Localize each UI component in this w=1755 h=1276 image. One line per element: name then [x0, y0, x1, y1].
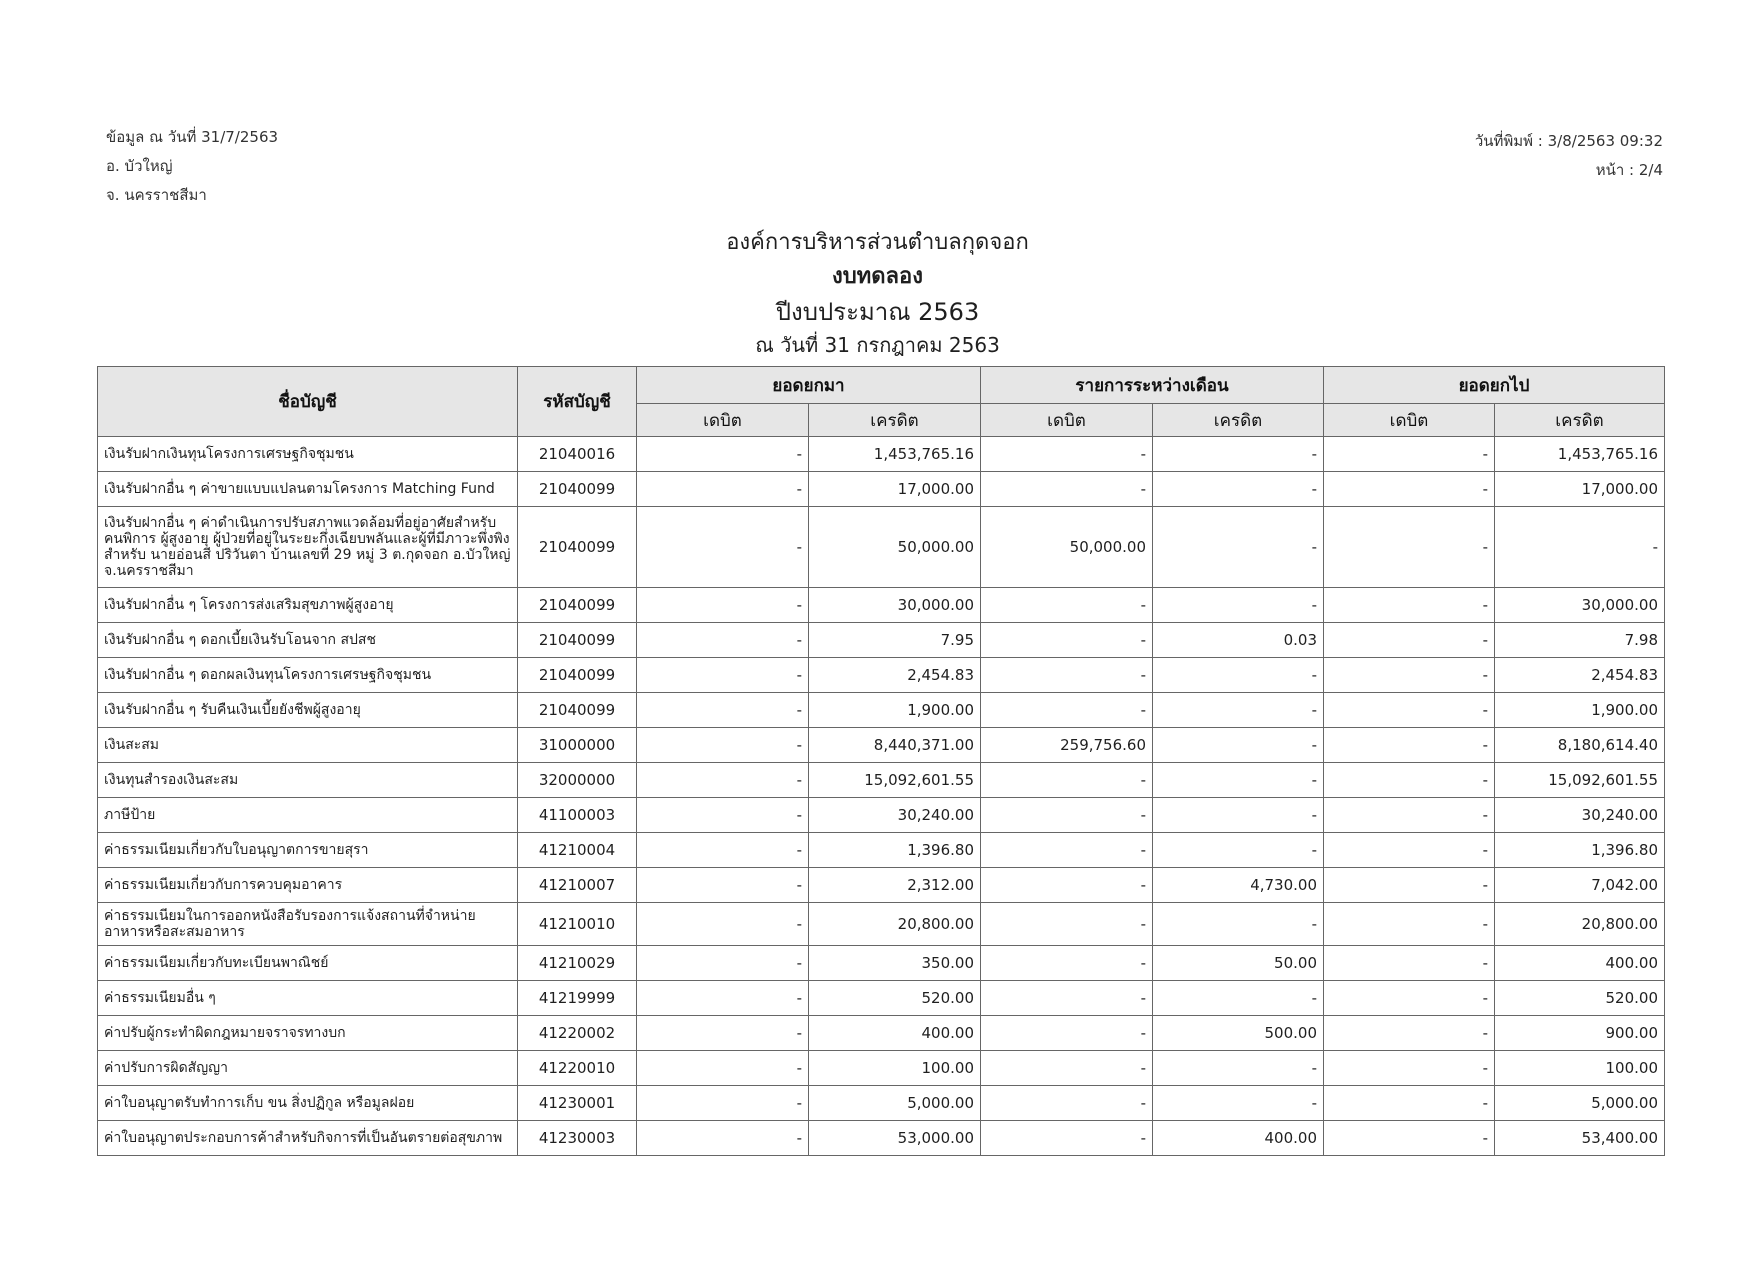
account-name: เงินรับฝากอื่น ๆ โครงการส่งเสริมสุขภาพผู้สูงอายุ: [98, 588, 518, 623]
brought-credit-cell: 7.95: [809, 623, 981, 658]
month-credit-cell: -: [1153, 903, 1324, 946]
header-debit: เดบิต: [637, 404, 809, 437]
month-debit-cell: -: [981, 1051, 1153, 1086]
month-debit-cell: -: [981, 833, 1153, 868]
month-debit-cell: -: [981, 903, 1153, 946]
brought-debit-cell: -: [637, 1121, 809, 1156]
month-credit-cell: -: [1153, 693, 1324, 728]
carried-debit-cell: -: [1324, 507, 1495, 588]
month-debit-cell: -: [981, 472, 1153, 507]
carried-credit-cell: 17,000.00: [1495, 472, 1665, 507]
carried-credit-cell: 7.98: [1495, 623, 1665, 658]
carried-credit-cell: 8,180,614.40: [1495, 728, 1665, 763]
month-debit-cell: -: [981, 868, 1153, 903]
brought-debit-cell: -: [637, 903, 809, 946]
province: จ. นครราชสีมา: [106, 186, 207, 204]
carried-credit-cell: 2,454.83: [1495, 658, 1665, 693]
report-meta-left: [106, 130, 278, 217]
brought-credit-cell: 350.00: [809, 946, 981, 981]
carried-debit-cell: -: [1324, 763, 1495, 798]
header-brought-forward: ยอดยกมา: [637, 367, 981, 404]
brought-credit-cell: 100.00: [809, 1051, 981, 1086]
table-row: [98, 1016, 1665, 1051]
table-row: [98, 981, 1665, 1016]
brought-debit-cell: -: [637, 798, 809, 833]
brought-credit-cell: 30,000.00: [809, 588, 981, 623]
report-titles: [0, 226, 1755, 360]
month-credit-cell: -: [1153, 472, 1324, 507]
month-debit-cell: -: [981, 798, 1153, 833]
brought-credit-cell: 400.00: [809, 1016, 981, 1051]
table-row: [98, 588, 1665, 623]
month-debit-cell: -: [981, 658, 1153, 693]
header-credit: เครดิต: [1153, 404, 1324, 437]
brought-debit-cell: -: [637, 693, 809, 728]
brought-debit-cell: -: [637, 981, 809, 1016]
table-row: [98, 728, 1665, 763]
brought-debit-cell: -: [637, 1051, 809, 1086]
data-date: ข้อมูล ณ วันที่ 31/7/2563: [106, 128, 279, 146]
account-name: ภาษีป้าย: [98, 798, 518, 833]
month-debit-cell: -: [981, 1016, 1153, 1051]
account-code: 41210004: [518, 833, 637, 868]
trial-balance-table: [97, 366, 1665, 1156]
account-name: ค่าปรับผู้กระทำผิดกฎหมายจราจรทางบก: [98, 1016, 518, 1051]
carried-debit-cell: -: [1324, 1121, 1495, 1156]
account-name: เงินรับฝากอื่น ๆ ค่าดำเนินการปรับสภาพแวดล้อมที่อยู่อาศัยสำหรับคนพิการ ผู้สูงอายุ ผู้ป่วยที่อยู่ในระยะกึ่งเฉียบพลันและผู้ที่มีภาวะพึ่งพิงสำหรับ นายอ่อนสี ปริวันตา บ้านเลขที่ 29 หมู่ 3 ต.กุดจอก อ.บัวใหญ่ จ.นครราชสีมา: [98, 507, 518, 588]
account-code: 21040099: [518, 623, 637, 658]
brought-debit-cell: -: [637, 728, 809, 763]
carried-credit-cell: 30,240.00: [1495, 798, 1665, 833]
brought-credit-cell: 520.00: [809, 981, 981, 1016]
month-credit-cell: -: [1153, 588, 1324, 623]
month-credit-cell: 50.00: [1153, 946, 1324, 981]
account-name: ค่าธรรมเนียมเกี่ยวกับการควบคุมอาคาร: [98, 868, 518, 903]
carried-debit-cell: -: [1324, 1086, 1495, 1121]
page-number: หน้า : 2/4: [1595, 161, 1663, 179]
month-debit-cell: -: [981, 763, 1153, 798]
carried-debit-cell: -: [1324, 472, 1495, 507]
month-debit-cell: 50,000.00: [981, 507, 1153, 588]
account-code: 41220002: [518, 1016, 637, 1051]
account-code: 21040099: [518, 507, 637, 588]
table-row: [98, 868, 1665, 903]
carried-debit-cell: -: [1324, 946, 1495, 981]
account-name: เงินรับฝากอื่น ๆ ดอกเบี้ยเงินรับโอนจาก สปสช: [98, 623, 518, 658]
table-row: [98, 1121, 1665, 1156]
brought-debit-cell: -: [637, 833, 809, 868]
carried-debit-cell: -: [1324, 437, 1495, 472]
brought-credit-cell: 15,092,601.55: [809, 763, 981, 798]
table-row: [98, 903, 1665, 946]
brought-debit-cell: -: [637, 868, 809, 903]
month-debit-cell: -: [981, 623, 1153, 658]
account-name: ค่าใบอนุญาตรับทำการเก็บ ขน สิ่งปฏิกูล หรือมูลฝอย: [98, 1086, 518, 1121]
month-debit-cell: -: [981, 693, 1153, 728]
account-name: เงินทุนสำรองเงินสะสม: [98, 763, 518, 798]
carried-debit-cell: -: [1324, 981, 1495, 1016]
account-code: 41220010: [518, 1051, 637, 1086]
carried-credit-cell: -: [1495, 507, 1665, 588]
account-name: ค่าธรรมเนียมเกี่ยวกับทะเบียนพาณิชย์: [98, 946, 518, 981]
month-debit-cell: -: [981, 437, 1153, 472]
carried-debit-cell: -: [1324, 903, 1495, 946]
table-row: [98, 833, 1665, 868]
month-credit-cell: -: [1153, 1051, 1324, 1086]
carried-credit-cell: 15,092,601.55: [1495, 763, 1665, 798]
carried-debit-cell: -: [1324, 833, 1495, 868]
header-debit: เดบิต: [981, 404, 1153, 437]
table-row: [98, 693, 1665, 728]
account-name: เงินรับฝากอื่น ๆ รับคืนเงินเบี้ยยังชีพผู้สูงอายุ: [98, 693, 518, 728]
month-debit-cell: 259,756.60: [981, 728, 1153, 763]
month-credit-cell: -: [1153, 507, 1324, 588]
carried-debit-cell: -: [1324, 868, 1495, 903]
brought-debit-cell: -: [637, 437, 809, 472]
carried-debit-cell: -: [1324, 588, 1495, 623]
month-credit-cell: -: [1153, 1086, 1324, 1121]
header-credit: เครดิต: [809, 404, 981, 437]
account-code: 41210010: [518, 903, 637, 946]
brought-debit-cell: -: [637, 946, 809, 981]
account-name: ค่าธรรมเนียมในการออกหนังสือรับรองการแจ้งสถานที่จำหน่ายอาหารหรือสะสมอาหาร: [98, 903, 518, 946]
document-title: งบทดลอง: [832, 264, 923, 289]
month-credit-cell: -: [1153, 437, 1324, 472]
carried-debit-cell: -: [1324, 1016, 1495, 1051]
account-name: ค่าธรรมเนียมเกี่ยวกับใบอนุญาตการขายสุรา: [98, 833, 518, 868]
month-credit-cell: -: [1153, 763, 1324, 798]
district: อ. บัวใหญ่: [106, 157, 173, 175]
month-credit-cell: 0.03: [1153, 623, 1324, 658]
account-code: 21040099: [518, 588, 637, 623]
account-code: 21040099: [518, 472, 637, 507]
brought-credit-cell: 20,800.00: [809, 903, 981, 946]
carried-debit-cell: -: [1324, 623, 1495, 658]
carried-credit-cell: 5,000.00: [1495, 1086, 1665, 1121]
organization-title: องค์การบริหารส่วนตำบลกุดจอก: [726, 230, 1029, 255]
brought-debit-cell: -: [637, 763, 809, 798]
brought-credit-cell: 30,240.00: [809, 798, 981, 833]
carried-credit-cell: 7,042.00: [1495, 868, 1665, 903]
account-code: 31000000: [518, 728, 637, 763]
carried-credit-cell: 400.00: [1495, 946, 1665, 981]
brought-credit-cell: 2,312.00: [809, 868, 981, 903]
brought-credit-cell: 2,454.83: [809, 658, 981, 693]
account-name: เงินรับฝากอื่น ๆ ค่าขายแบบแปลนตามโครงการ Matching Fund: [98, 472, 518, 507]
account-code: 41210007: [518, 868, 637, 903]
account-name: เงินรับฝากอื่น ๆ ดอกผลเงินทุนโครงการเศรษฐกิจชุมชน: [98, 658, 518, 693]
header-debit: เดบิต: [1324, 404, 1495, 437]
header-during-month: รายการระหว่างเดือน: [981, 367, 1324, 404]
account-code: 41100003: [518, 798, 637, 833]
month-credit-cell: -: [1153, 981, 1324, 1016]
table-row: [98, 1086, 1665, 1121]
brought-credit-cell: 8,440,371.00: [809, 728, 981, 763]
brought-credit-cell: 5,000.00: [809, 1086, 981, 1121]
brought-credit-cell: 53,000.00: [809, 1121, 981, 1156]
account-code: 41230003: [518, 1121, 637, 1156]
month-debit-cell: -: [981, 1121, 1153, 1156]
carried-credit-cell: 900.00: [1495, 1016, 1665, 1051]
table-row: [98, 763, 1665, 798]
brought-debit-cell: -: [637, 588, 809, 623]
brought-debit-cell: -: [637, 472, 809, 507]
header-carried-forward: ยอดยกไป: [1324, 367, 1665, 404]
account-name: ค่าใบอนุญาตประกอบการค้าสำหรับกิจการที่เป็นอันตรายต่อสุขภาพ: [98, 1121, 518, 1156]
brought-debit-cell: -: [637, 1086, 809, 1121]
account-name: เงินสะสม: [98, 728, 518, 763]
carried-credit-cell: 1,900.00: [1495, 693, 1665, 728]
account-code: 41219999: [518, 981, 637, 1016]
month-debit-cell: -: [981, 981, 1153, 1016]
table-row: [98, 798, 1665, 833]
account-code: 41210029: [518, 946, 637, 981]
account-name: เงินรับฝากเงินทุนโครงการเศรษฐกิจชุมชน: [98, 437, 518, 472]
carried-credit-cell: 30,000.00: [1495, 588, 1665, 623]
header-account-name: ชื่อบัญชี: [98, 367, 518, 437]
account-code: 21040016: [518, 437, 637, 472]
table-row: [98, 1051, 1665, 1086]
carried-debit-cell: -: [1324, 728, 1495, 763]
carried-credit-cell: 1,453,765.16: [1495, 437, 1665, 472]
account-name: ค่าธรรมเนียมอื่น ๆ: [98, 981, 518, 1016]
month-credit-cell: -: [1153, 658, 1324, 693]
print-date: วันที่พิมพ์ : 3/8/2563 09:32: [1474, 132, 1663, 150]
report-meta-right: [1475, 134, 1663, 192]
table-row: [98, 623, 1665, 658]
account-code: 41230001: [518, 1086, 637, 1121]
brought-credit-cell: 1,396.80: [809, 833, 981, 868]
brought-debit-cell: -: [637, 658, 809, 693]
as-of-date: ณ วันที่ 31 กรกฎาคม 2563: [755, 333, 1000, 357]
carried-credit-cell: 53,400.00: [1495, 1121, 1665, 1156]
month-credit-cell: -: [1153, 833, 1324, 868]
month-credit-cell: -: [1153, 728, 1324, 763]
brought-credit-cell: 17,000.00: [809, 472, 981, 507]
month-credit-cell: 4,730.00: [1153, 868, 1324, 903]
account-code: 21040099: [518, 693, 637, 728]
brought-credit-cell: 1,453,765.16: [809, 437, 981, 472]
table-row: [98, 507, 1665, 588]
month-debit-cell: -: [981, 588, 1153, 623]
carried-credit-cell: 520.00: [1495, 981, 1665, 1016]
brought-debit-cell: -: [637, 623, 809, 658]
fiscal-year: ปีงบประมาณ 2563: [775, 298, 980, 326]
carried-debit-cell: -: [1324, 798, 1495, 833]
brought-credit-cell: 1,900.00: [809, 693, 981, 728]
table-row: [98, 946, 1665, 981]
month-credit-cell: -: [1153, 798, 1324, 833]
table-row: [98, 437, 1665, 472]
ledger-rows: [98, 437, 1665, 1156]
carried-debit-cell: -: [1324, 693, 1495, 728]
brought-debit-cell: -: [637, 507, 809, 588]
account-code: 32000000: [518, 763, 637, 798]
brought-credit-cell: 50,000.00: [809, 507, 981, 588]
table-row: [98, 472, 1665, 507]
header-credit: เครดิต: [1495, 404, 1665, 437]
carried-credit-cell: 100.00: [1495, 1051, 1665, 1086]
month-credit-cell: 400.00: [1153, 1121, 1324, 1156]
month-debit-cell: -: [981, 1086, 1153, 1121]
carried-credit-cell: 1,396.80: [1495, 833, 1665, 868]
header-account-code: รหัสบัญชี: [518, 367, 637, 437]
month-debit-cell: -: [981, 946, 1153, 981]
brought-debit-cell: -: [637, 1016, 809, 1051]
carried-debit-cell: -: [1324, 1051, 1495, 1086]
table-row: [98, 658, 1665, 693]
carried-debit-cell: -: [1324, 658, 1495, 693]
account-name: ค่าปรับการผิดสัญญา: [98, 1051, 518, 1086]
account-code: 21040099: [518, 658, 637, 693]
carried-credit-cell: 20,800.00: [1495, 903, 1665, 946]
month-credit-cell: 500.00: [1153, 1016, 1324, 1051]
